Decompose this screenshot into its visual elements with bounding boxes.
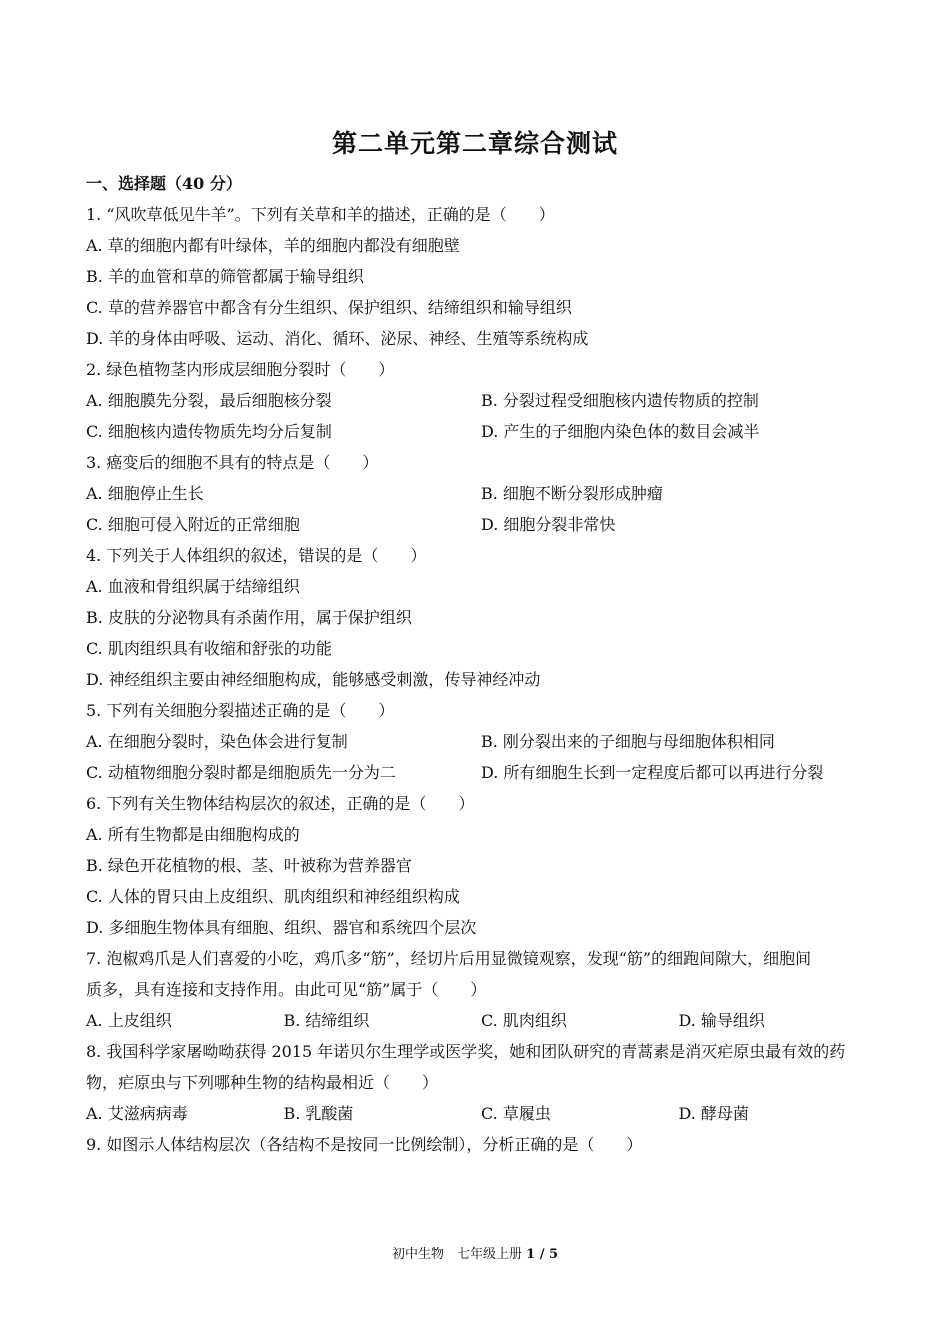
question-5-option-a: A. 在细胞分裂时，染色体会进行复制: [86, 732, 348, 751]
question-4-stem: 4. 下列关于人体组织的叙述，错误的是（ ）: [86, 546, 427, 565]
question-7-option-c: C. 肌肉组织: [481, 1011, 567, 1030]
question-3-option-a: A. 细胞停止生长: [86, 484, 204, 503]
question-4-option-a: A. 血液和骨组织属于结缔组织: [86, 577, 300, 596]
question-8-options-row: [86, 1098, 876, 1129]
question-8-option-d: D. 酵母菌: [678, 1104, 749, 1123]
question-list: [86, 168, 876, 1160]
question-7-option-d: D. 输导组织: [678, 1011, 765, 1030]
question-4-option-b: B. 皮肤的分泌物具有杀菌作用，属于保护组织: [86, 608, 412, 627]
question-7-options-row: [86, 1005, 876, 1036]
question-8-option-b: B. 乳酸菌: [283, 1104, 354, 1123]
question-6-option-b: B. 绿色开花植物的根、茎、叶被称为营养器官: [86, 856, 412, 875]
question-1-option-c: C. 草的营养器官中都含有分生组织、保护组织、结缔组织和输导组织: [86, 298, 572, 317]
question-5-options-row-1: [86, 726, 876, 757]
question-1-option-a: A. 草的细胞内都有叶绿体，羊的细胞内都没有细胞壁: [86, 236, 460, 255]
question-8-option-c: C. 草履虫: [481, 1104, 551, 1123]
question-1-stem: 1. “风吹草低见牛羊”。下列有关草和羊的描述，正确的是（ ）: [86, 205, 555, 224]
question-3-options-row-2: [86, 509, 876, 540]
question-3-option-c: C. 细胞可侵入附近的正常细胞: [86, 515, 300, 534]
question-2-options-row-1: [86, 385, 876, 416]
question-2-option-b: B. 分裂过程受细胞核内遗传物质的控制: [481, 391, 759, 410]
question-8-stem-line-2: 物，疟原虫与下列哪种生物的结构最相近（ ）: [86, 1073, 439, 1092]
question-5-option-d: D. 所有细胞生长到一定程度后都可以再进行分裂: [481, 763, 824, 782]
question-7-option-b: B. 结缔组织: [283, 1011, 370, 1030]
footer-text: 初中生物 七年级上册: [391, 1247, 522, 1262]
question-3-option-d: D. 细胞分裂非常快: [481, 515, 616, 534]
question-3-stem: 3. 癌变后的细胞不具有的特点是（ ）: [86, 453, 379, 472]
page-title: 第二单元第二章综合测试: [331, 129, 618, 158]
question-7-stem-line-1: 7. 泡椒鸡爪是人们喜爱的小吃，鸡爪多“筋”，经切片后用显微镜观察，发现“筋”的细跑间隙大，细胞间: [86, 949, 812, 968]
question-6-stem: 6. 下列有关生物体结构层次的叙述，正确的是（ ）: [86, 794, 475, 813]
page-footer: [0, 1243, 950, 1262]
page-number: 1 / 5: [526, 1247, 559, 1262]
question-4-option-c: C. 肌肉组织具有收缩和舒张的功能: [86, 639, 332, 658]
question-4-option-d: D. 神经组织主要由神经细胞构成，能够感受刺激，传导神经冲动: [86, 670, 541, 689]
question-2-stem: 2. 绿色植物茎内形成层细胞分裂时（ ）: [86, 360, 395, 379]
question-8-option-a: A. 艾滋病病毒: [86, 1104, 188, 1123]
question-3-options-row-1: [86, 478, 876, 509]
question-9-stem: 9. 如图示人体结构层次（各结构不是按同一比例绘制），分析正确的是（ ）: [86, 1135, 643, 1154]
question-1-option-b: B. 羊的血管和草的筛管都属于输导组织: [86, 267, 364, 286]
question-3-option-b: B. 细胞不断分裂形成肿瘤: [481, 484, 663, 503]
question-1-option-d: D. 羊的身体由呼吸、运动、消化、循环、泌尿、神经、生殖等系统构成: [86, 329, 589, 348]
question-7-option-a: A. 上皮组织: [86, 1011, 172, 1030]
question-2-option-a: A. 细胞膜先分裂，最后细胞核分裂: [86, 391, 332, 410]
question-8-stem-line-1: 8. 我国科学家屠呦呦获得 2015 年诺贝尔生理学或医学奖，她和团队研究的青蒿素是消灭疟原虫最有效的药: [86, 1042, 846, 1061]
question-2-option-d: D. 产生的子细胞内染色体的数目会减半: [481, 422, 760, 441]
question-5-option-c: C. 动植物细胞分裂时都是细胞质先一分为二: [86, 763, 396, 782]
question-6-option-d: D. 多细胞生物体具有细胞、组织、器官和系统四个层次: [86, 918, 477, 937]
question-6-option-a: A. 所有生物都是由细胞构成的: [86, 825, 300, 844]
section-heading: 一、选择题（40 分）: [86, 174, 242, 193]
question-5-option-b: B. 刚分裂出来的子细胞与母细胞体积相同: [481, 732, 775, 751]
question-5-options-row-2: [86, 757, 876, 788]
question-2-options-row-2: [86, 416, 876, 447]
question-5-stem: 5. 下列有关细胞分裂描述正确的是（ ）: [86, 701, 395, 720]
question-2-option-c: C. 细胞核内遗传物质先均分后复制: [86, 422, 332, 441]
question-6-option-c: C. 人体的胃只由上皮组织、肌肉组织和神经组织构成: [86, 887, 460, 906]
question-7-stem-line-2: 质多，具有连接和支持作用。由此可见“筋”属于（ ）: [86, 980, 487, 999]
